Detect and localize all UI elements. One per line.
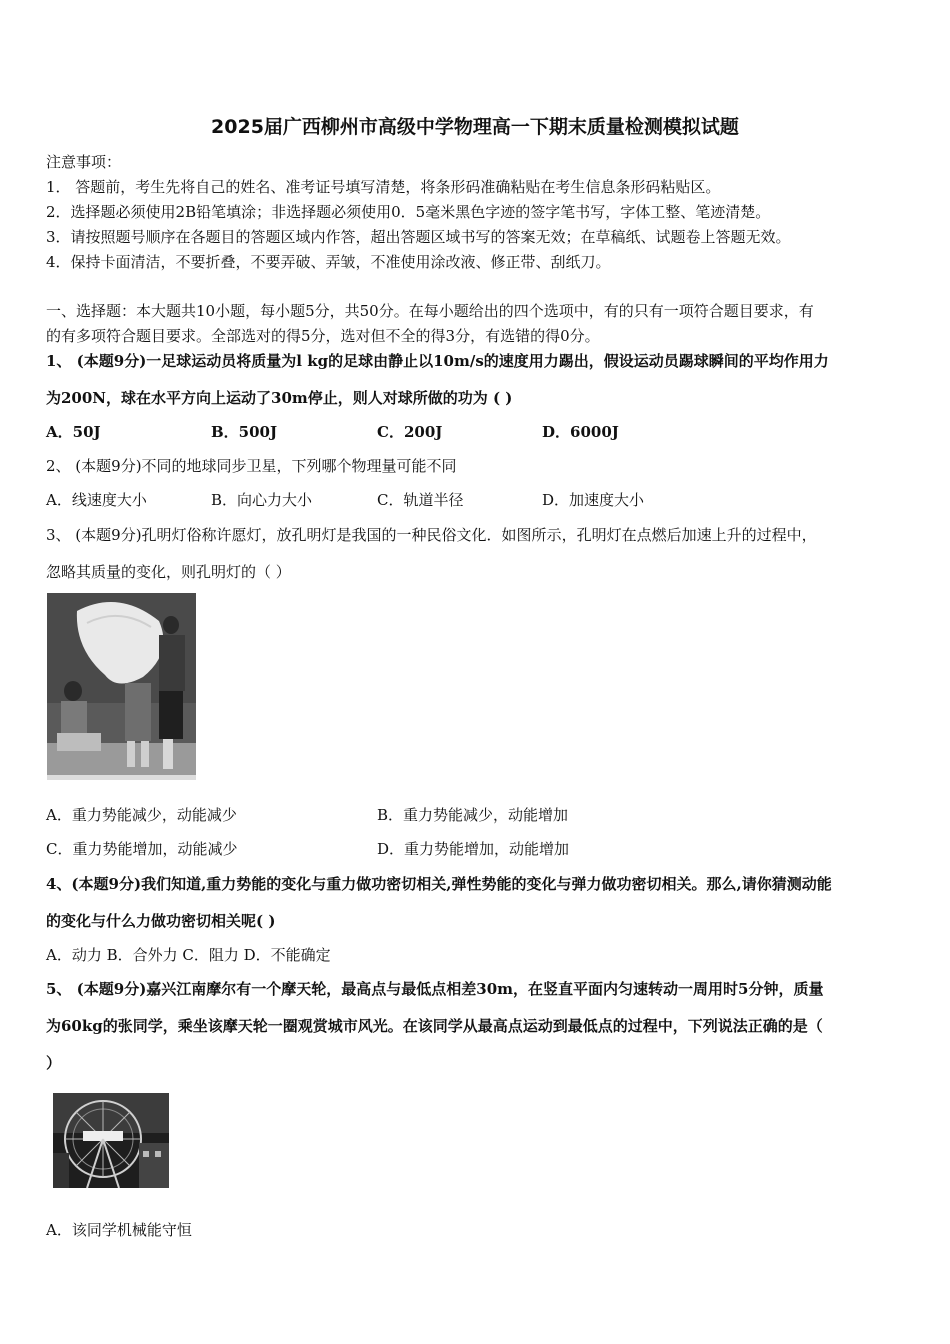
question-5-stem: ） bbox=[46, 1054, 62, 1072]
question-5-option: A．该同学机械能守恒 bbox=[46, 1221, 192, 1239]
ferris-wheel-photo bbox=[53, 1093, 169, 1188]
question-1-option: C．200J bbox=[377, 423, 443, 441]
question-3-stem: 3、 (本题9分)孔明灯俗称许愿灯，放孔明灯是我国的一种民俗文化．如图所示，孔明灯在点燃后加速上升的过程中， bbox=[46, 526, 817, 544]
question-4-options: A．动力 B．合外力 C．阻力 D．不能确定 bbox=[46, 946, 331, 964]
notice-heading: 注意事项： bbox=[46, 153, 122, 171]
question-2-option: B．向心力大小 bbox=[211, 491, 313, 509]
notice-item: 2．选择题必须使用2B铅笔填涂；非选择题必须使用0．5毫米黑色字迹的签字笔书写，字体工整、笔迹清楚。 bbox=[46, 203, 771, 221]
question-1-option: D．6000J bbox=[542, 423, 619, 441]
notice-item: 1． 答题前，考生先将自己的姓名、准考证号填写清楚，将条形码准确粘贴在考生信息条形码粘贴区。 bbox=[46, 178, 721, 196]
section-intro: 的有多项符合题目要求。全部选对的得5分，选对但不全的得3分，有选错的得0分。 bbox=[46, 327, 600, 345]
question-3-stem: 忽略其质量的变化，则孔明灯的（ ） bbox=[46, 563, 291, 581]
question-5-stem: 5、 (本题9分)嘉兴江南摩尔有一个摩天轮，最高点与最低点相差30m，在竖直平面内匀速转动一周用时5分钟，质量 bbox=[46, 980, 824, 998]
question-5-stem: 为60kg的张同学，乘坐该摩天轮一圈观赏城市风光。在该同学从最高点运动到最低点的过程中，下列说法正确的是（ bbox=[46, 1017, 823, 1035]
question-3-option: D．重力势能增加，动能增加 bbox=[377, 840, 570, 858]
question-3-option: B．重力势能减少，动能增加 bbox=[377, 806, 569, 824]
question-1-option: B．500J bbox=[211, 423, 278, 441]
question-2-option: C．轨道半径 bbox=[377, 491, 464, 509]
question-3-option: A．重力势能减少，动能减少 bbox=[46, 806, 237, 824]
question-4-stem: 4、(本题9分)我们知道,重力势能的变化与重力做功密切相关,弹性势能的变化与弹力做功密切相关。那么,请你猜测动能 bbox=[46, 875, 832, 893]
question-4-stem: 的变化与什么力做功密切相关呢( ) bbox=[46, 912, 276, 930]
question-2-option: A．线速度大小 bbox=[46, 491, 147, 509]
question-1-stem: 为200N，球在水平方向上运动了30m停止，则人对球所做的功为 ( ) bbox=[46, 389, 513, 407]
question-3-option: C．重力势能增加，动能减少 bbox=[46, 840, 238, 858]
sky-lantern-photo bbox=[47, 593, 196, 780]
notice-item: 4．保持卡面清洁，不要折叠，不要弄破、弄皱，不准使用涂改液、修正带、刮纸刀。 bbox=[46, 253, 611, 271]
page-title: 2025届广西柳州市高级中学物理高一下期末质量检测模拟试题 bbox=[211, 116, 739, 138]
question-1-stem: 1、 (本题9分)一足球运动员将质量为l kg的足球由静止以10m/s的速度用力踢出，假设运动员踢球瞬间的平均作用力 bbox=[46, 352, 829, 370]
question-2-stem: 2、 (本题9分)不同的地球同步卫星，下列哪个物理量可能不同 bbox=[46, 457, 457, 475]
question-2-option: D．加速度大小 bbox=[542, 491, 645, 509]
section-intro: 一、选择题：本大题共10小题，每小题5分，共50分。在每小题给出的四个选项中，有的只有一项符合题目要求，有 bbox=[46, 302, 814, 320]
notice-item: 3．请按照题号顺序在各题目的答题区域内作答，超出答题区域书写的答案无效；在草稿纸、试题卷上答题无效。 bbox=[46, 228, 791, 246]
question-1-option: A．50J bbox=[46, 423, 101, 441]
